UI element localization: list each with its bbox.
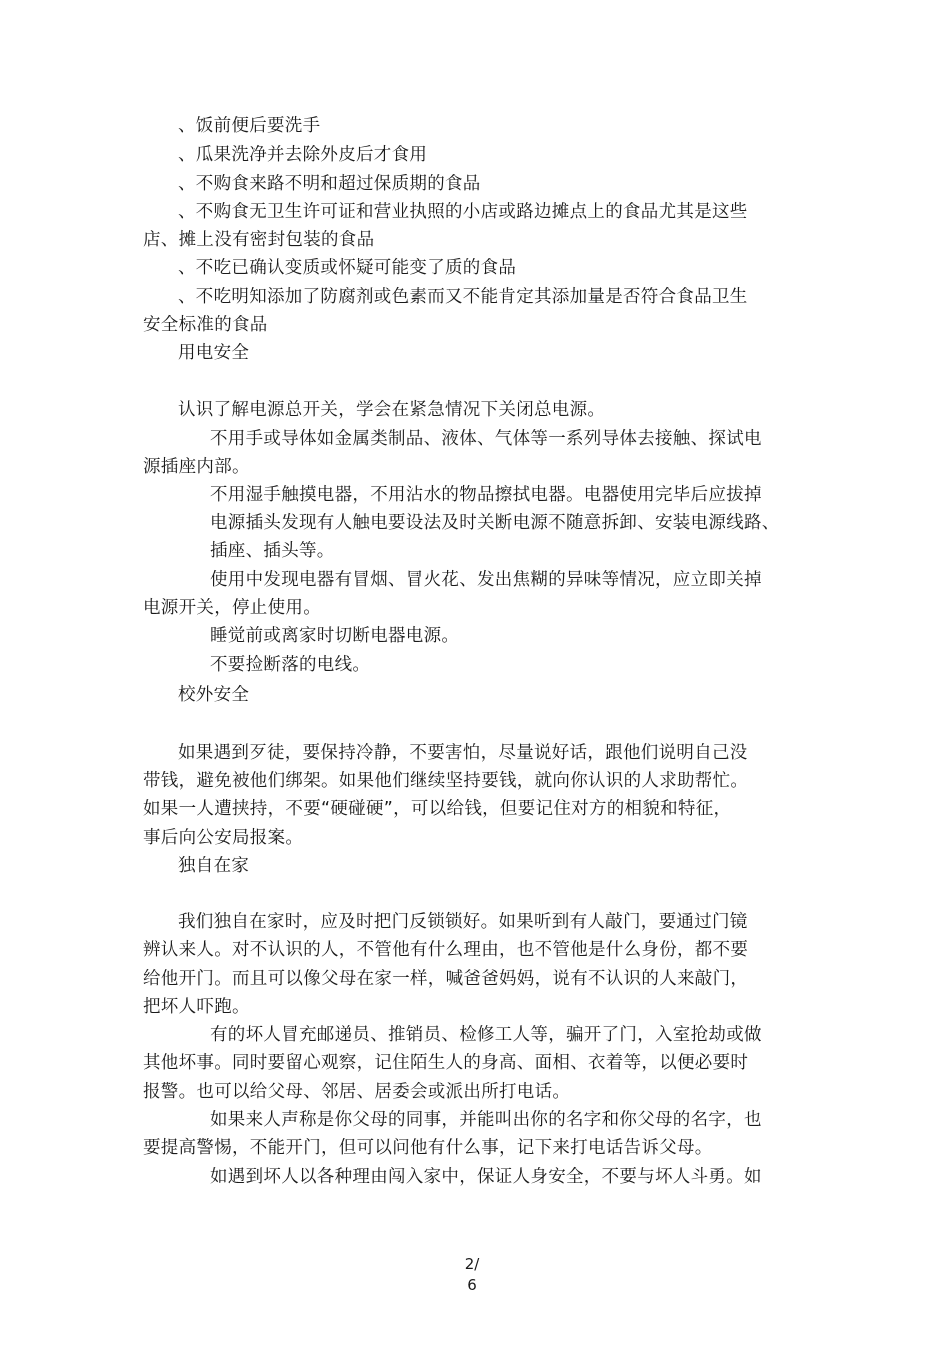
paragraph-line: 事后向公安局报案。 [143,828,304,848]
paragraph-line: 电源插头发现有人触电要设法及时关断电源不随意拆卸、安装电源线路、 [210,513,780,533]
paragraph-line: 认识了解电源总开关，学会在紧急情况下关闭总电源。 [178,400,606,420]
paragraph-line: 不用手或导体如金属类制品、液体、气体等一系列导体去接触、探试电 [210,429,762,449]
food-item: 、不吃已确认变质或怀疑可能变了质的食品 [178,258,517,278]
paragraph-line: 要提高警惕，不能开门，但可以问他有什么事，记下来打电话告诉父母。 [143,1138,713,1158]
food-item-continued: 安全标准的食品 [143,315,268,335]
paragraph-line: 有的坏人冒充邮递员、推销员、检修工人等，骗开了门，入室抢劫或做 [210,1025,762,1045]
food-item: 、不购食无卫生许可证和营业执照的小店或路边摊点上的食品尤其是这些 [178,202,748,222]
paragraph-line: 辨认来人。对不认识的人，不管他有什么理由，也不管他是什么身份，都不要 [143,940,749,960]
paragraph-line: 如果一人遭挟持，不要“硬碰硬”，可以给钱，但要记住对方的相貌和特征， [143,799,732,819]
paragraph-line: 其他坏事。同时要留心观察，记住陌生人的身高、面相、衣着等，以便必要时 [143,1053,749,1073]
paragraph-line: 源插座内部。 [143,457,250,477]
paragraph-line: 如遇到坏人以各种理由闯入家中，保证人身安全，不要与坏人斗勇。如 [210,1167,762,1187]
paragraph-line: 把坏人吓跑。 [143,997,250,1017]
section-heading-home: 独自在家 [178,856,250,876]
paragraph-line: 插座、插头等。 [210,541,335,561]
food-item: 、瓜果洗净并去除外皮后才食用 [178,145,428,165]
paragraph-line: 睡觉前或离家时切断电器电源。 [210,626,460,646]
paragraph-line: 不用湿手触摸电器，不用沾水的物品擦拭电器。电器使用完毕后应拔掉 [210,485,762,505]
paragraph-line: 电源开关，停止使用。 [143,598,321,618]
food-item: 、不吃明知添加了防腐剂或色素而又不能肯定其添加量是否符合食品卫生 [178,287,748,307]
paragraph-line: 报警。也可以给父母、邻居、居委会或派出所打电话。 [143,1082,571,1102]
paragraph-line: 如果遇到歹徒，要保持冷静，不要害怕，尽量说好话，跟他们说明自己没 [178,743,748,763]
section-heading-outside: 校外安全 [178,685,250,705]
paragraph-line: 不要捡断落的电线。 [210,655,371,675]
section-heading-electric: 用电安全 [178,343,250,363]
food-item: 、不购食来路不明和超过保质期的食品 [178,174,481,194]
food-item: 、饭前便后要洗手 [178,116,321,136]
food-item-continued: 店、摊上没有密封包装的食品 [143,230,375,250]
paragraph-line: 如果来人声称是你父母的同事，并能叫出你的名字和你父母的名字，也 [210,1110,762,1130]
paragraph-line: 使用中发现电器有冒烟、冒火花、发出焦糊的异味等情况，应立即关掉 [210,570,762,590]
paragraph-line: 带钱，避免被他们绑架。如果他们继续坚持要钱，就向你认识的人求助帮忙。 [143,771,749,791]
page-number-total: 6 [467,1276,477,1294]
paragraph-line: 我们独自在家时，应及时把门反锁锁好。如果听到有人敲门，要通过门镜 [178,912,748,932]
page-number-current: 2/ [464,1255,480,1273]
paragraph-line: 给他开门。而且可以像父母在家一样，喊爸爸妈妈，说有不认识的人来敲门， [143,969,749,989]
